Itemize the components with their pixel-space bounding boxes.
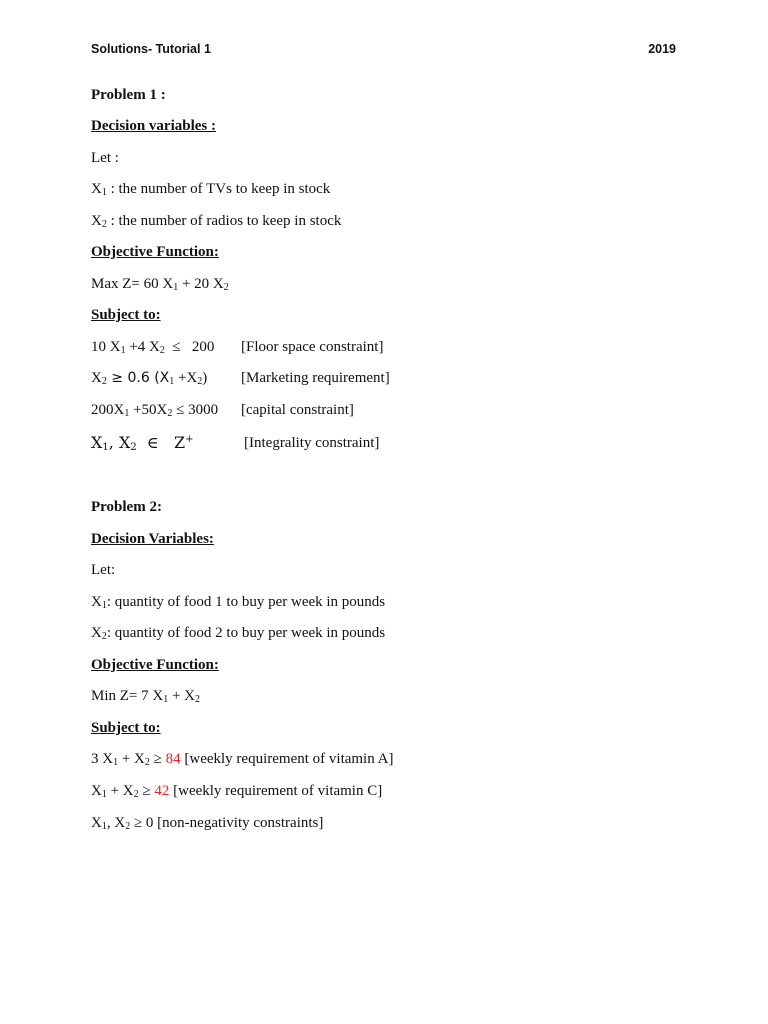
obj-part: + 20 X [178,276,224,292]
p2-x1-definition [91,593,385,611]
c-part: ≥ 0.6 (X [106,370,170,386]
sub-2: 2 [223,282,229,293]
x2-description: : the number of radios to keep in stock [106,213,342,229]
p1-objective-heading: Objective Function: [91,244,219,260]
sub-2: 2 [125,821,131,832]
c-part: ≤ 200 [164,339,215,355]
c-part: + X [106,783,134,799]
var-x: X [91,213,102,229]
c-part: , X [108,433,131,452]
constraint-note: [Marketing requirement] [241,370,390,386]
c-part [91,339,214,355]
var-x: X [91,594,102,610]
superscript-plus: + [185,434,194,445]
x2-description: : quantity of food 2 to buy per week in pounds [106,625,386,641]
c-part: 10 X [91,339,121,355]
c-part: + X [118,751,145,767]
p1-constraint-marketing [91,369,491,387]
p1-subject-to-heading: Subject to: [91,307,161,323]
var-x: X [91,181,102,197]
sub-1: 1 [163,694,169,705]
sub-1: 1 [113,757,119,768]
c-part: ) [202,370,208,386]
constraint-note: [Floor space constraint] [241,339,384,355]
p2-constraint-vitamin-a [91,750,393,768]
p1-constraint-capital [91,401,491,419]
c-part: ≤ 3000 [172,402,219,418]
constraint-note: [weekly requirement of vitamin C] [169,783,383,799]
constraint-note: [weekly requirement of vitamin A] [180,751,394,767]
p1-objective-function [91,275,229,293]
c-part: ∈ Z [136,433,186,452]
sub-1: 1 [169,376,175,387]
constraint-note: [Integrality constraint] [244,435,380,451]
problem-1-title: Problem 1 : [91,87,166,103]
sub-1: 1 [173,282,179,293]
obj-part: Max Z= 60 X [91,276,174,292]
p2-decision-variables-heading: Decision Variables: [91,531,214,547]
sub-2: 2 [101,376,107,387]
x1-description: : the number of TVs to keep in stock [106,181,331,197]
var-x: X [91,625,102,641]
sub-1: 1 [124,408,130,419]
sub-2: 2 [195,694,201,705]
c-part: 200X [91,402,125,418]
obj-part: + X [168,688,196,704]
sub-2: 2 [101,219,107,230]
sub-2: 2 [144,757,150,768]
sub-1: 1 [120,345,126,356]
c-part [91,433,193,452]
p2-objective-heading: Objective Function: [91,657,219,673]
p2-let: Let: [91,562,116,578]
p1-constraint-integrality [91,434,491,453]
header-title: Solutions- Tutorial 1 [91,42,211,56]
c-part: +50X [129,402,168,418]
sub-2: 2 [101,631,107,642]
c-part: X [91,815,102,831]
p1-let: Let : [91,150,119,166]
sub-2: 2 [133,789,139,800]
sub-2: 2 [159,345,165,356]
sub-2: 2 [167,408,173,419]
sub-1: 1 [102,442,109,453]
c-part: ≥ 0 [non-negativity constraints] [130,815,324,831]
p1-constraint-floor [91,338,491,356]
sub-1: 1 [101,789,107,800]
c-part: ≥ [149,751,166,767]
obj-part: Min Z= 7 X [91,688,164,704]
sub-2: 2 [130,442,137,453]
c-part: +X [174,370,198,386]
p2-objective-function [91,687,200,705]
p2-x2-definition [91,624,385,642]
c-part: +4 X [125,339,160,355]
c-part: X [91,370,102,386]
c-part: X [91,783,102,799]
sub-1: 1 [101,187,107,198]
x1-description: : quantity of food 1 to buy per week in pounds [106,594,386,610]
c-part: X [91,433,103,452]
p2-constraint-non-negativity [91,814,323,832]
p2-constraint-vitamin-c [91,782,382,800]
highlighted-value: 42 [154,783,170,799]
c-part: 3 X [91,751,114,767]
header-year: 2019 [648,42,676,56]
c-part: ≥ [138,783,155,799]
sub-2: 2 [197,376,203,387]
p1-decision-variables-heading: Decision variables : [91,118,216,134]
p1-x2-definition [91,212,341,230]
sub-1: 1 [101,821,107,832]
p1-x1-definition [91,180,330,198]
highlighted-value: 84 [165,751,181,767]
constraint-note: [capital constraint] [241,402,354,418]
c-part: , X [106,815,126,831]
sub-1: 1 [101,600,107,611]
p2-subject-to-heading: Subject to: [91,720,161,736]
problem-2-title: Problem 2: [91,499,162,515]
